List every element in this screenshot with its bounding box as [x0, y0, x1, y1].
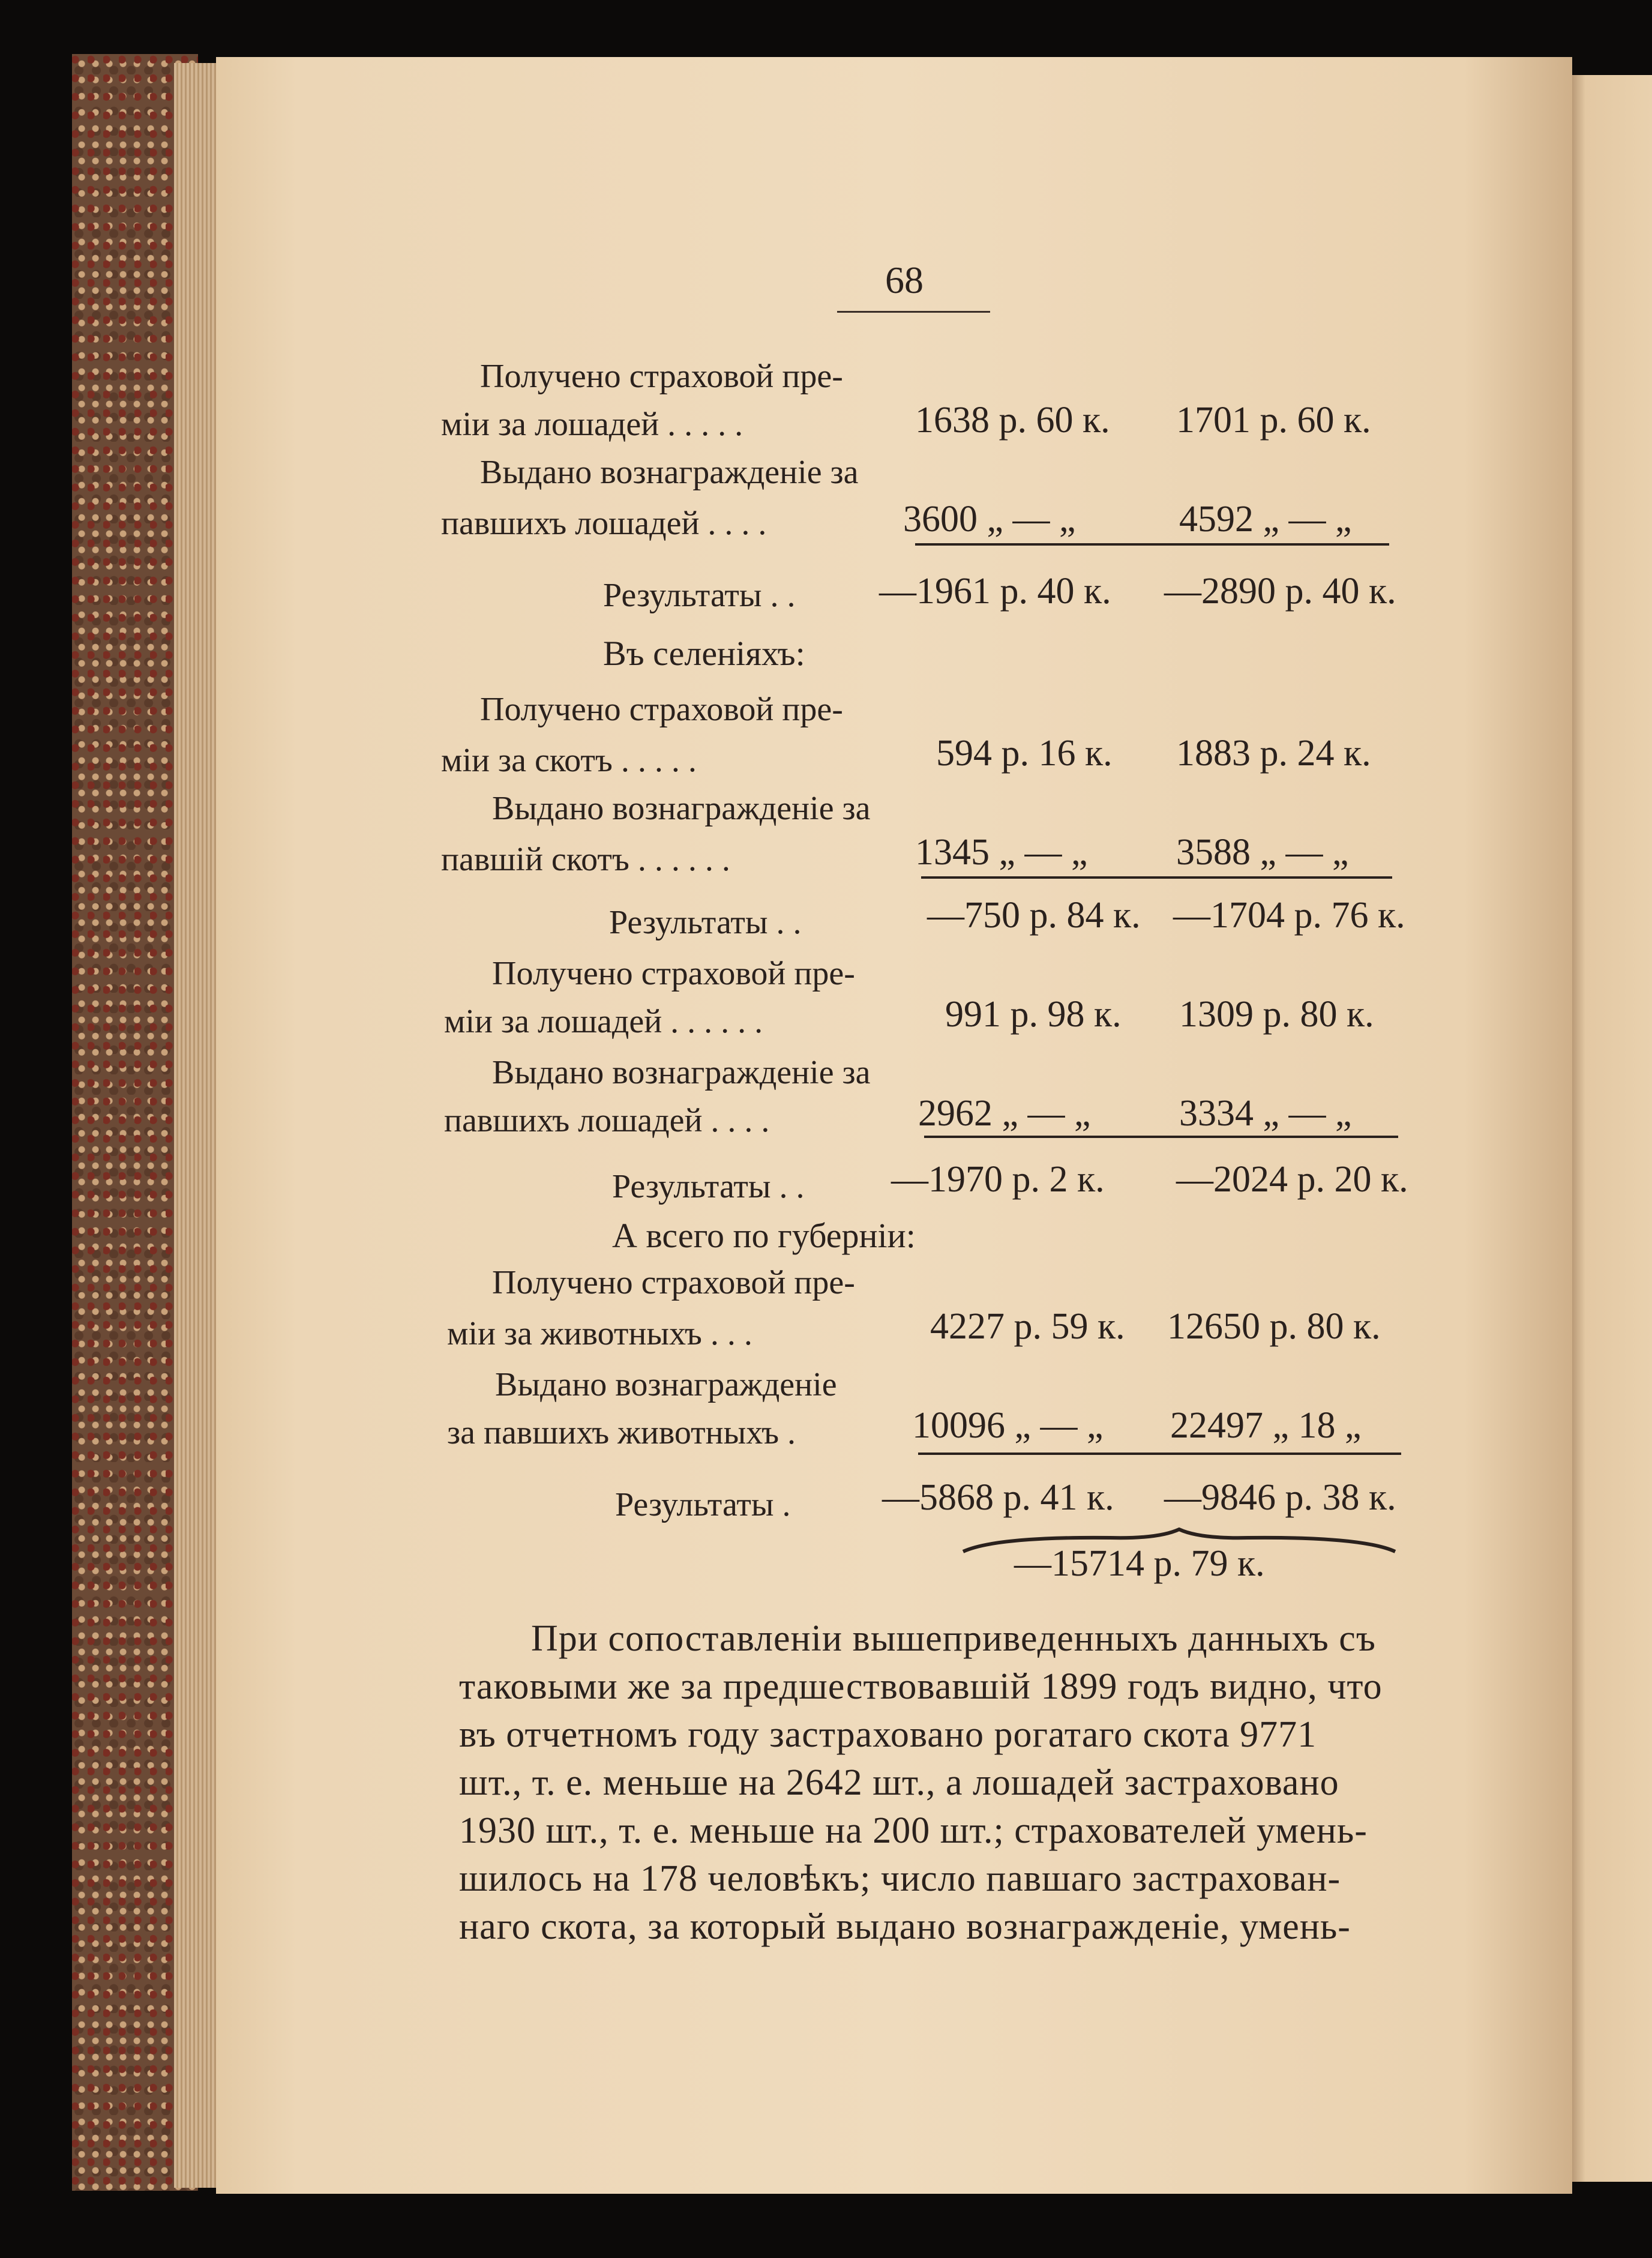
grand-total: —15714 р. 79 к.	[1014, 1543, 1265, 1584]
paragraph-line-2: таковыми же за предшествовавшій 1899 годъ видно, что	[459, 1666, 1383, 1707]
paragraph-line-7: наго скота, за который выдано вознагражденіе, умень-	[459, 1906, 1351, 1947]
paragraph-line-6: шилось на 178 человѣкъ; число павшаго застрахован-	[459, 1858, 1341, 1899]
section3-result-value-a: —1970 р. 2 к.	[891, 1159, 1105, 1200]
section1-result-value-b: —2890 р. 40 к.	[1164, 571, 1396, 612]
section1-premium-label-line2: міи за лошадей . . . . .	[441, 406, 743, 443]
section2-payout-label-line2: павшій скотъ . . . . . .	[441, 841, 730, 878]
section2-payout-value-b: 3588 „ — „	[1176, 832, 1349, 873]
section4-result-label: Результаты .	[615, 1486, 791, 1523]
section4-premium-value-b: 12650 р. 80 к.	[1167, 1306, 1381, 1347]
section2-premium-value-b: 1883 р. 24 к.	[1176, 733, 1371, 774]
section1-payout-label-line1: Выдано вознагражденіе за	[480, 454, 859, 491]
section4-payout-label-line2: за павшихъ животныхъ .	[447, 1414, 796, 1451]
section4-payout-label-line1: Выдано вознагражденіе	[495, 1366, 837, 1403]
section3-payout-label-line1: Выдано вознагражденіе за	[492, 1054, 871, 1091]
section3-sum-rule	[924, 1136, 1398, 1138]
section3-premium-label-line2: міи за лошадей . . . . . .	[444, 1003, 763, 1040]
paragraph-line-3: въ отчетномъ году застраховано рогатаго скота 9771	[459, 1714, 1317, 1755]
section3-premium-label-line1: Получено страховой пре-	[492, 955, 855, 992]
section1-result-label: Результаты . .	[603, 577, 796, 614]
section4-result-value-b: —9846 р. 38 к.	[1164, 1477, 1396, 1518]
section1-result-value-a: —1961 р. 40 к.	[879, 571, 1111, 612]
section2-result-value-a: —750 р. 84 к.	[927, 895, 1141, 936]
section3-result-value-b: —2024 р. 20 к.	[1176, 1159, 1408, 1200]
paragraph-line-4: шт., т. е. меньше на 2642 шт., а лошадей застраховано	[459, 1762, 1339, 1803]
section4-premium-value-a: 4227 р. 59 к.	[930, 1306, 1125, 1347]
section4-premium-label-line1: Получено страховой пре-	[492, 1264, 855, 1301]
paragraph-line-5: 1930 шт., т. е. меньше на 200 шт.; страхователей умень-	[459, 1810, 1368, 1851]
section4-payout-value-b: 22497 „ 18 „	[1170, 1405, 1362, 1446]
section4-payout-value-a: 10096 „ — „	[912, 1405, 1104, 1446]
section4-sum-rule	[918, 1453, 1401, 1455]
section2-payout-label-line1: Выдано вознагражденіе за	[492, 790, 871, 827]
section2-heading: Въ селеніяхъ:	[603, 634, 805, 673]
page-number: 68	[885, 259, 924, 301]
section4-premium-label-line2: міи за животныхъ . . .	[447, 1315, 752, 1352]
section3-payout-value-a: 2962 „ — „	[918, 1093, 1091, 1134]
section2-premium-value-a: 594 р. 16 к.	[936, 733, 1113, 774]
next-page-edge	[1563, 75, 1652, 2182]
section2-premium-label-line2: міи за скотъ . . . . .	[441, 742, 697, 779]
section3-result-label: Результаты . .	[612, 1168, 805, 1205]
section1-payout-label-line2: павшихъ лошадей . . . .	[441, 505, 767, 542]
section1-sum-rule	[915, 543, 1389, 546]
section3-premium-value-b: 1309 р. 80 к.	[1179, 994, 1374, 1035]
section1-premium-value-b: 1701 р. 60 к.	[1176, 400, 1371, 441]
section1-payout-value-b: 4592 „ — „	[1179, 499, 1352, 540]
section2-premium-label-line1: Получено страховой пре-	[480, 691, 843, 728]
section2-sum-rule	[921, 876, 1392, 879]
section3-payout-value-b: 3334 „ — „	[1179, 1093, 1352, 1134]
page-number-underline	[837, 311, 990, 313]
section3-premium-value-a: 991 р. 98 к.	[945, 994, 1122, 1035]
section2-result-value-b: —1704 р. 76 к.	[1173, 895, 1405, 936]
section2-result-label: Результаты . .	[609, 904, 802, 941]
paragraph-line-1: При сопоставленіи вышеприведенныхъ данныхъ съ	[531, 1618, 1376, 1659]
section2-payout-value-a: 1345 „ — „	[915, 832, 1088, 873]
section3-payout-label-line2: павшихъ лошадей . . . .	[444, 1102, 770, 1139]
section1-premium-value-a: 1638 р. 60 к.	[915, 400, 1110, 441]
section4-result-value-a: —5868 р. 41 к.	[882, 1477, 1114, 1518]
section4-heading: А всего по губерніи:	[612, 1216, 916, 1255]
section1-payout-value-a: 3600 „ — „	[903, 499, 1076, 540]
section1-premium-label-line1: Получено страховой пре-	[480, 358, 843, 395]
